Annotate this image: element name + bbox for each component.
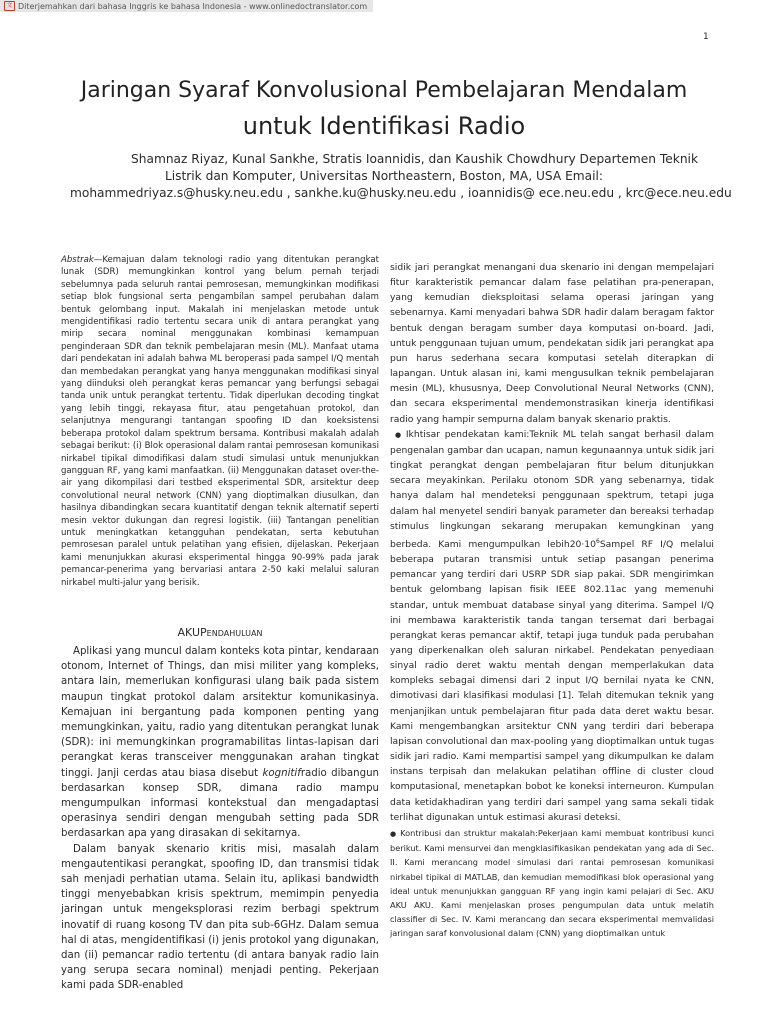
- author-block: [70, 151, 732, 202]
- bullet-overview-exponent: 6: [596, 537, 600, 545]
- right-paragraph-1: sidik jari perangkat menangani dua skenario ini dengan mempelajari fitur karakteristik pemancar dalam fase pelatihan pra-penerapan, yang kemudian dieksploitasi selama operasi jaringan yang sebenarnya. Kami menyadari bahwa SDR hadir dalam beragam faktor bentuk dengan beragam sumber daya komputasi on-board. Jadi, untuk penggunaan tujuan umum, pendekatan sidik jari perangkat apa pun harus sederhana secara komputasi setelah diterapkan di lapangan. Untuk alasan ini, kami mengusulkan teknik pembelajaran mesin (ML), khususnya, Deep Convolutional Neural Networks (CNN), dan secara eksperimental mendemonstrasikan kinerja identifikasi radio yang hampir sempurna dalam banyak skenario praktis.: [390, 262, 714, 425]
- abstract-text: —Kemajuan dalam teknologi radio yang ditentukan perangkat lunak (SDR) memungkinkan kontrol yang belum pernah terjadi sebelumnya pada seluruh rantai pemrosesan, memungkinkan modifikasi setiap blok fungsional serta pengambilan sampel perubahan dalam bentuk gelombang input. Makalah ini menjelaskan metode untuk mengidentifikasi radio tertentu secara unik di antara perangkat yang mirip secara nominal menggunakan kombinasi kemampuan penginderaan SDR dan teknik pembelajaran mesin (ML). Manfaat utama dari pendekatan ini adalah bahwa ML beroperasi pada sampel I/Q mentah dan membedakan perangkat yang hanya menggunakan modifikasi sinyal yang diinduksi oleh perangkat keras pemancar yang berfungsi sebagai tanda unik untuk perangkat tertentu. Tidak diperlukan decoding tingkat yang lebih tinggi, rekayasa fitur, atau pengetahuan protokol, dan selanjutnya mengurangi tantangan spoofing ID dan koeksistensi beberapa protokol dalam spektrum bersama. Kontribusi makalah adalah sebagai berikut: (i) Blok operasional dalam rantai pemrosesan komunikasi nirkabel tipikal dimodifikasi dalam studi simulasi untuk menunjukkan gangguan RF, yang kami manfaatkan. (ii) Menggunakan dataset over-the-air yang dikompilasi dari testbed eksperimental SDR, arsitektur deep convolutional neural network (CNN) yang dioptimalkan diusulkan, dan hasilnya dibandingkan secara kuantitatif dengan teknik alternatif seperti mesin vektor dukungan dan regresi logistik. (iii) Tantangan penelitian untuk meningkatkan ketangguhan pendekatan, serta kebutuhan pemrosesan paralel untuk pelatihan yang efisien, dijelaskan. Pekerjaan kami menunjukkan akurasi eksperimental hingga 90-99% pada jarak pemancar-penerima yang bervariasi antara 2-50 kaki melalui saluran nirkabel multi-jalur yang berisik.: [61, 255, 379, 588]
- author-emails: mohammedriyaz.s@husky.neu.edu , sankhe.ku@husky.neu.edu , ioannidis@ ece.neu.edu , krc@ece.neu.edu: [70, 186, 732, 200]
- author-names: Shamnaz Riyaz, Kunal Sankhe, Stratis Ioannidis, dan Kaushik Chowdhury Departemen Teknik: [131, 152, 698, 166]
- page-number: 1: [703, 32, 709, 42]
- translation-banner[interactable]: [0, 0, 373, 12]
- bullet-overview: [390, 427, 714, 825]
- bullet-overview-text-a: Ikhtisar pendekatan kami:Teknik ML telah sangat berhasil dalam pengenalan gambar dan ucapan, namun kegunaannya untuk sidik jari tingkat perangkat dengan pembelajaran fitur belum ditunjukkan secara meyakinkan. Perilaku otonom SDR yang sebenarnya, tidak hanya dalam hal mendeteksi penggunaan spektrum, tetapi juga dalam hal menyetel sendiri banyak parameter dan bereaksi terhadap stimulus lingkungan sekarang merupakan kemungkinan yang berbeda. Kami mengumpulkan lebih: [390, 428, 714, 550]
- translation-banner-text: Diterjemahkan dari bahasa Inggris ke bahasa Indonesia - www.onlinedoctranslator.com: [18, 1, 368, 11]
- intro-paragraph-2: Dalam banyak skenario kritis misi, masalah dalam mengautentikasi perangkat, spoofing ID, dan transmisi tidak sah menjadi perhatian utama. Selain itu, aplikasi bandwidth tinggi menyebabkan krisis spektrum, memimpin penyedia jaringan untuk mengeksplorasi rezim berbagi spektrum inovatif di ruang kosong TV dan pita sub-6GHz. Dalam semua hal di atas, mengidentifikasi (i) jenis protokol yang digunakan, dan (ii) pemancar radio tertentu (di antara banyak radio lain yang serupa secara nominal) menjadi penting. Pekerjaan kami pada SDR-enabled: [61, 843, 379, 992]
- intro-p1-italic: kognitif: [262, 767, 301, 779]
- translate-icon: 文: [4, 1, 15, 11]
- bullet-icon: ●: [390, 830, 398, 838]
- bullet-overview-number: 20·10: [569, 538, 596, 550]
- section-heading-introduction: [61, 626, 379, 639]
- bullet-icon: ●: [395, 430, 403, 439]
- bullet-overview-text-b: Sampel RF I/Q melalui beberapa putaran transmisi untuk setiap pasangan penerima pemancar yang terdiri dari USRP SDR siap pakai. SDR mengirimkan bentuk gelombang lapisan fisik IEEE 802.11ac yang memenuhi standar, untuk membuat database sinyal yang diterima. Sampel I/Q ini membawa karakteristik tanda tangan tersemat dari berbagai perangkat keras pemancar aktif, tetapi juga tunduk pada perubahan yang diperkenalkan oleh saluran nirkabel. Pendekatan penyediaan sinyal radio deret waktu mentah dengan memperlakukan data kompleks sebagai dimensi dari 2 input I/Q bernilai nyata ke CNN, dimotivasi dari klasifikasi modulasi [1]. Telah ditemukan teknik yang menjanjikan untuk pembelajaran fitur pada data deret waktu besar. Kami mengembangkan arsitektur CNN yang terdiri dari beberapa lapisan convolutional dan max-pooling yang dioptimalkan untuk tugas sidik jari radio. Kami mempartisi sampel yang dikumpulkan ke dalam instans terpisah dan melakukan pelatihan offline di cluster cloud komputasional, menetapkan bobot ke koneksi interneuron. Kumpulan data ketidakhadiran yang terdiri dari sampel yang sama sekali tidak terlihat digunakan untuk estimasi akurasi deteksi.: [390, 538, 714, 823]
- abstract-label: Abstrak: [61, 255, 94, 265]
- section-number: AKU: [177, 626, 201, 639]
- section-title: Pendahuluan: [200, 626, 263, 639]
- author-affiliation: Listrik dan Komputer, Universitas Northeastern, Boston, MA, USA Email:: [164, 169, 604, 183]
- intro-p1-text-a: Aplikasi yang muncul dalam konteks kota pintar, kendaraan otonom, Internet of Things, dan misi militer yang kompleks, antara lain, memerlukan konfigurasi ulang baik pada sistem maupun tingkat protokol dalam arsitektur komunikasinya. Kemajuan ini bergantung pada komponen penting yang memungkinkan, yaitu, radio yang ditentukan perangkat lunak (SDR): ini memungkinkan programabilitas lintas-lapisan dari perangkat keras transceiver menggunakan arahan tingkat tinggi. Janji cerdas atau biasa disebut: [61, 646, 379, 779]
- paper-title-line2: untuk Identifikasi Radio: [242, 112, 526, 140]
- paper-title-line1: Jaringan Syaraf Konvolusional Pembelajaran Mendalam: [80, 78, 688, 103]
- abstract: [61, 254, 379, 589]
- introduction-body: [61, 644, 379, 994]
- right-column-body: [390, 260, 714, 825]
- contributions-bullet: [390, 826, 714, 941]
- contributions-text: Kontribusi dan struktur makalah:Pekerjaan kami membuat kontribusi kunci berikut. Kami mensurvei dan mengklasifikasikan pendekatan yang ada di Sec. II. Kami merancang model simulasi dari rantai pemrosesan komunikasi nirkabel tipikal di MATLAB, dan kemudian memodifikasi blok operasional yang ideal untuk menunjukkan gangguan RF yang ingin kami pelajari di Sec. AKU AKU AKU. Kami menjelaskan proses pengumpulan data untuk melatih classifier di Sec. IV. Kami merancang dan secara eksperimental memvalidasi jaringan saraf konvolusional dalam (CNN) yang dioptimalkan untuk: [390, 828, 714, 939]
- intro-p1-text-b: radio dibangun berdasarkan konsep SDR, dimana radio mampu mengumpulkan informasi kontekstual dan mengadaptasi operasinya sendiri dengan mengubah setting pada SDR berdasarkan apa yang dirasakan di sekitarnya.: [61, 767, 379, 840]
- intro-paragraph-1: [61, 644, 379, 842]
